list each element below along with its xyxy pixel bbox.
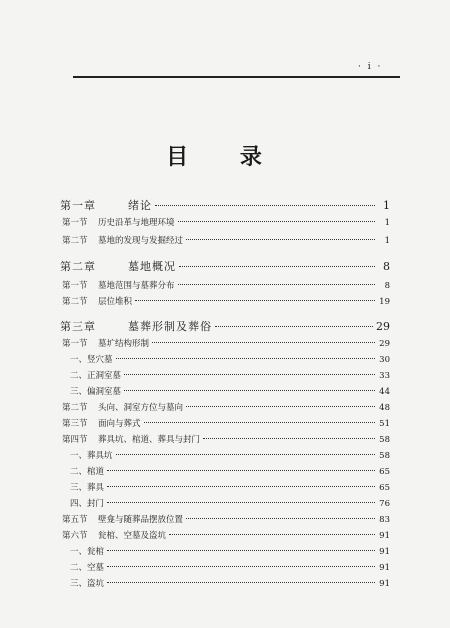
toc-section-row[interactable]	[60, 417, 390, 429]
dot-leader	[116, 358, 375, 359]
dot-leader	[124, 374, 375, 375]
toc-item-row[interactable]	[60, 481, 390, 493]
toc-section-title: 墓圹结构形制	[98, 339, 150, 349]
toc-page-number: 8	[384, 281, 390, 291]
dot-leader	[107, 502, 375, 503]
toc-section-number: 第六节	[62, 531, 88, 541]
toc-page-number: 91	[379, 547, 390, 557]
toc-item-title: 二、正洞室墓	[70, 371, 122, 381]
toc-section-title: 墓地范围与墓葬分布	[98, 281, 175, 291]
toc-section-row[interactable]	[60, 279, 390, 291]
toc-section-title: 墓地的发现与发掘经过	[98, 236, 184, 246]
dot-leader	[186, 239, 375, 240]
dot-leader	[107, 550, 375, 551]
toc-chapter-title: 绪论	[128, 199, 152, 212]
toc-section-title: 历史沿革与地理环境	[98, 218, 175, 228]
toc-chapter-number: 第二章	[60, 260, 96, 273]
toc-item-title: 三、葬具	[70, 483, 105, 493]
toc-page-number: 29	[376, 320, 390, 333]
toc-item-title: 一、竖穴墓	[70, 355, 113, 365]
toc-page-number: 91	[379, 563, 390, 573]
toc-section-number: 第一节	[62, 281, 88, 291]
toc-section-row[interactable]	[60, 529, 390, 541]
header-rule	[73, 76, 400, 78]
dot-leader	[144, 422, 375, 423]
toc-item-title: 二、棺道	[70, 467, 105, 477]
toc-section-number: 第一节	[62, 218, 88, 228]
toc-item-row[interactable]	[60, 369, 390, 381]
toc-section-title: 面向与葬式	[98, 419, 141, 429]
toc-section-number: 第五节	[62, 515, 88, 525]
toc-page-number: 65	[379, 483, 390, 493]
dot-leader	[203, 438, 375, 439]
toc-page-number: 29	[379, 339, 390, 349]
toc-section-row[interactable]	[60, 216, 390, 228]
dot-leader	[107, 566, 375, 567]
toc-page-number: 1	[384, 218, 390, 228]
toc-section-title: 层位堆积	[98, 297, 133, 307]
toc-section-row[interactable]	[60, 295, 390, 307]
toc-chapter-row[interactable]	[60, 197, 390, 213]
dot-leader	[186, 518, 375, 519]
page-folio: · i ·	[358, 62, 383, 72]
toc-item-row[interactable]	[60, 465, 390, 477]
toc-item-title: 四、封门	[70, 499, 105, 509]
toc-section-title: 葬具坑、棺道、葬具与封门	[98, 435, 201, 445]
toc-item-row[interactable]	[60, 577, 390, 589]
toc-section-row[interactable]	[60, 433, 390, 445]
toc-page-number: 83	[379, 515, 390, 525]
toc-page-number: 65	[379, 467, 390, 477]
toc-page-number: 33	[379, 371, 390, 381]
toc-section-number: 第二节	[62, 297, 88, 307]
toc-page-number: 30	[379, 355, 390, 365]
toc-chapter-number: 第一章	[60, 199, 96, 212]
toc-section-row[interactable]	[60, 337, 390, 349]
toc-page-number: 48	[379, 403, 390, 413]
toc-page-number: 19	[379, 297, 390, 307]
dot-leader	[215, 326, 373, 327]
toc-chapter-title: 墓葬形制及葬俗	[128, 320, 212, 333]
toc-page-number: 76	[379, 499, 390, 509]
toc-section-row[interactable]	[60, 513, 390, 525]
toc-page-number: 1	[383, 199, 390, 212]
toc-page-number: 91	[379, 531, 390, 541]
toc-title: 目 录	[166, 144, 284, 170]
toc-section-number: 第四节	[62, 435, 88, 445]
dot-leader	[179, 266, 375, 267]
toc-page-number: 44	[379, 387, 390, 397]
toc-page-number: 58	[379, 435, 390, 445]
dot-leader	[107, 486, 375, 487]
toc-section-number: 第二节	[62, 236, 88, 246]
dot-leader	[116, 454, 375, 455]
toc-page-number: 51	[379, 419, 390, 429]
toc-item-row[interactable]	[60, 497, 390, 509]
toc-item-row[interactable]	[60, 385, 390, 397]
dot-leader	[155, 205, 375, 206]
dot-leader	[152, 342, 375, 343]
toc-chapter-number: 第三章	[60, 320, 96, 333]
toc-chapter-title: 墓地概况	[128, 260, 176, 273]
toc-section-title: 头向、洞室方位与墓向	[98, 403, 184, 413]
dot-leader	[107, 470, 375, 471]
toc-section-number: 第一节	[62, 339, 88, 349]
toc-page-number: 58	[379, 451, 390, 461]
dot-leader	[186, 406, 375, 407]
toc-item-row[interactable]	[60, 353, 390, 365]
dot-leader	[178, 221, 375, 222]
toc-page-number: 8	[383, 260, 390, 273]
toc-chapter-row[interactable]	[60, 258, 390, 274]
toc-section-title: 瓮棺、空墓及盗坑	[98, 531, 167, 541]
dot-leader	[178, 284, 375, 285]
toc-section-title: 壁龛与随葬品摆放位置	[98, 515, 184, 525]
toc-page-number: 91	[379, 579, 390, 589]
dot-leader	[169, 534, 375, 535]
dot-leader	[135, 300, 375, 301]
dot-leader	[124, 390, 375, 391]
toc-section-row[interactable]	[60, 401, 390, 413]
toc-section-number: 第三节	[62, 419, 88, 429]
toc-item-row[interactable]	[60, 561, 390, 573]
toc-item-title: 一、葬具坑	[70, 451, 113, 461]
toc-item-title: 一、瓮棺	[70, 547, 105, 557]
toc-item-row[interactable]	[60, 449, 390, 461]
toc-item-title: 二、空墓	[70, 563, 105, 573]
toc-item-title: 三、盗坑	[70, 579, 105, 589]
toc-page-number: 1	[384, 236, 390, 246]
toc-item-row[interactable]	[60, 545, 390, 557]
toc-chapter-row[interactable]	[60, 318, 390, 334]
toc-section-row[interactable]	[60, 234, 390, 246]
dot-leader	[107, 582, 375, 583]
toc-section-number: 第二节	[62, 403, 88, 413]
toc-item-title: 三、偏洞室墓	[70, 387, 122, 397]
